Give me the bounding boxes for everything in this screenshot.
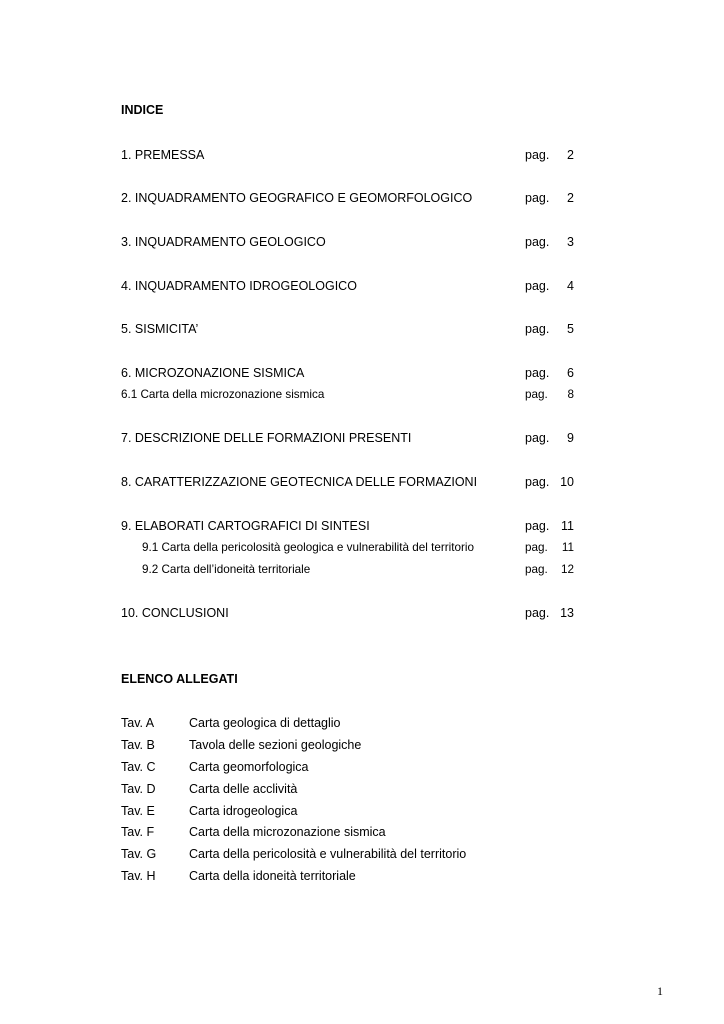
toc-pag-label: pag. (525, 388, 548, 401)
toc-pag-label: pag. (525, 431, 550, 445)
toc-title: 9. ELABORATI CARTOGRAFICI DI SINTESI (121, 519, 370, 533)
attachment-description: Carta idrogeologica (189, 804, 298, 818)
toc-page-number: 13 (560, 606, 574, 620)
page-number: 1 (657, 984, 663, 998)
toc-title: 2. INQUADRAMENTO GEOGRAFICO E GEOMORFOLOGICO (121, 191, 473, 205)
toc-title: 7. DESCRIZIONE DELLE FORMAZIONI PRESENTI (121, 431, 412, 445)
toc-page-number: 12 (560, 563, 574, 576)
toc-page-number: 11 (561, 541, 574, 554)
attachment-code: Tav. F (121, 825, 155, 839)
toc-pag-label: pag. (525, 148, 550, 162)
toc-page-number: 10 (560, 475, 574, 489)
attachment-code: Tav. B (121, 738, 155, 752)
toc-title: 10. CONCLUSIONI (121, 606, 229, 620)
attachment-code: Tav. C (121, 760, 156, 774)
toc-pag-label: pag. (525, 606, 550, 620)
toc-page-number: 2 (567, 191, 574, 205)
toc-title: 8. CARATTERIZZAZIONE GEOTECNICA DELLE FORMAZIONI (121, 475, 478, 489)
attachment-description: Carta geologica di dettaglio (189, 716, 341, 730)
attachment-description: Carta della idoneità territoriale (189, 869, 356, 883)
toc-pag-label: pag. (525, 235, 550, 249)
attachment-description: Carta della microzonazione sismica (189, 825, 386, 839)
toc-title: 1. PREMESSA (121, 148, 205, 162)
attachments-heading: ELENCO ALLEGATI (121, 672, 238, 686)
attachment-code: Tav. G (121, 847, 157, 861)
toc-title: 4. INQUADRAMENTO IDROGEOLOGICO (121, 279, 357, 293)
toc-title: 6.1 Carta della microzonazione sismica (121, 388, 325, 401)
attachment-description: Carta geomorfologica (189, 760, 309, 774)
attachment-description: Carta delle acclività (189, 782, 298, 796)
toc-title: 5. SISMICITA’ (121, 322, 199, 336)
toc-pag-label: pag. (525, 322, 550, 336)
index-heading: INDICE (121, 103, 164, 117)
attachment-code: Tav. D (121, 782, 156, 796)
attachment-code: Tav. H (121, 869, 156, 883)
toc-page-number: 8 (567, 388, 574, 401)
toc-page-number: 2 (567, 148, 574, 162)
toc-title: 6. MICROZONAZIONE SISMICA (121, 366, 305, 380)
attachment-description: Carta della pericolosità e vulnerabilità del territorio (189, 847, 467, 861)
toc-pag-label: pag. (525, 519, 550, 533)
toc-title: 9.1 Carta della pericolosità geologica e vulnerabilità del territorio (142, 541, 474, 554)
toc-title: 3. INQUADRAMENTO GEOLOGICO (121, 235, 326, 249)
toc-title: 9.2 Carta dell’idoneità territoriale (142, 563, 311, 576)
toc-pag-label: pag. (525, 191, 550, 205)
attachment-description: Tavola delle sezioni geologiche (189, 738, 362, 752)
toc-page-number: 11 (561, 519, 574, 533)
toc-pag-label: pag. (525, 563, 548, 576)
toc-pag-label: pag. (525, 541, 548, 554)
toc-pag-label: pag. (525, 279, 550, 293)
attachment-code: Tav. A (121, 716, 155, 730)
toc-page-number: 6 (567, 366, 574, 380)
toc-page-number: 4 (567, 279, 574, 293)
toc-pag-label: pag. (525, 366, 550, 380)
toc-page-number: 9 (567, 431, 574, 445)
toc-pag-label: pag. (525, 475, 550, 489)
toc-page-number: 5 (567, 322, 574, 336)
attachment-code: Tav. E (121, 804, 155, 818)
toc-page-number: 3 (567, 235, 574, 249)
